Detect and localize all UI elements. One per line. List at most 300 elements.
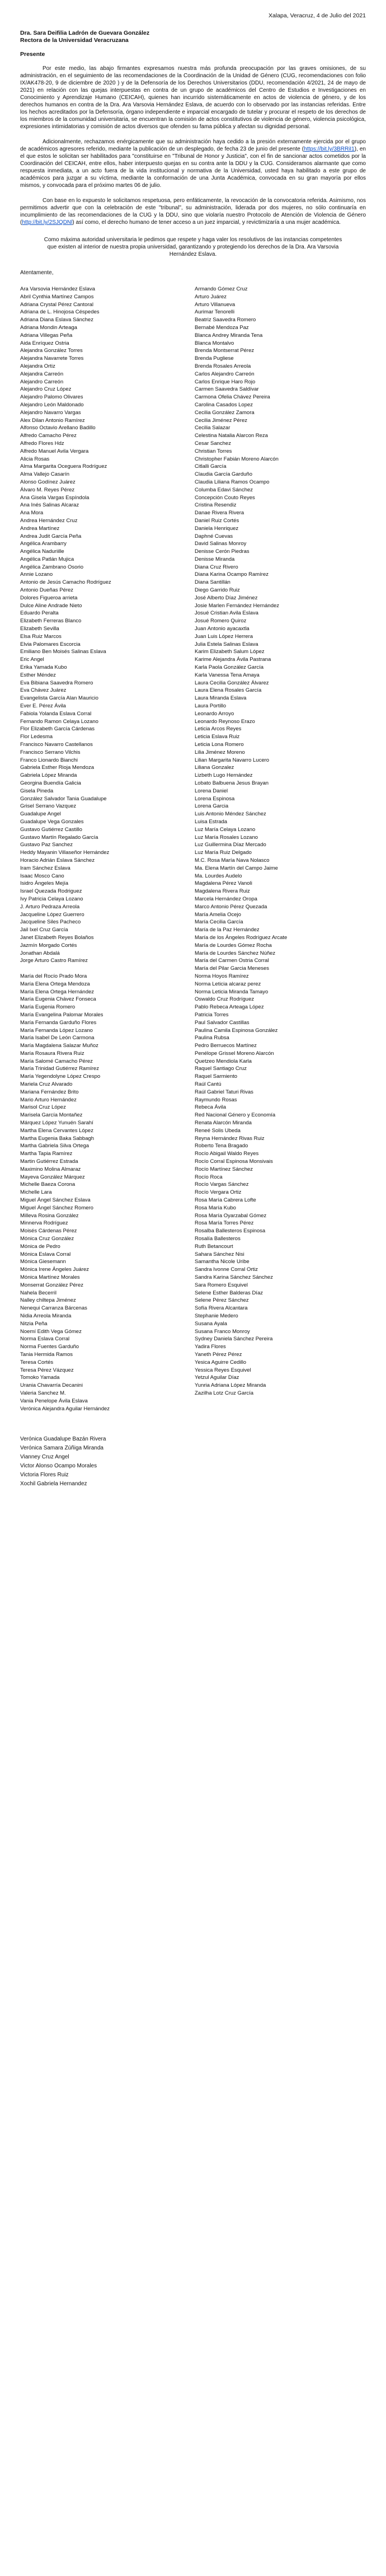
signatory-name: María Magdalena Salazar Muñoz [20, 1043, 98, 1049]
signatory-name: Cecilia Salazar [195, 425, 230, 431]
signatory-name: Laura Portillo [195, 703, 226, 710]
signatory-name: Carlos Alejandro Carreón [195, 370, 255, 377]
signatory-name: Alejandro Navarro Vargas [20, 409, 81, 416]
signatory-name: Josué Romero Quiroz [195, 618, 247, 625]
signatory-name: Leticia Lona Romero [195, 742, 244, 748]
signatory-name: Selene Pérez Sánchez [195, 1297, 249, 1304]
signatory-name: Horacio Adrián Eslava Sánchez [20, 857, 95, 864]
signatory-name: Mónica Irene Ángeles Juárez [20, 1266, 90, 1273]
signatory-name: Gustavo Martín Regalado García [20, 834, 98, 841]
signatory-name: Aurimar Tenorelli [195, 309, 235, 316]
signatory-name: Alma Vallejo Casarín [20, 471, 70, 478]
signatories-column-left [20, 285, 191, 594]
signatory-name: Magdalena Pérez Vanoli [195, 880, 252, 887]
signatory-name: Erika Yamada Kubo [20, 664, 67, 671]
signatory-name: Noemí Edith Vega Gómez [20, 1328, 82, 1335]
signatory-name: Adriana de L. Hinojosa Céspedes [20, 309, 100, 316]
signatory-name: Guadalupe Vega Gonzales [20, 818, 84, 825]
signatory-name: Cristina Resendiz [195, 502, 237, 509]
signatory-name: Gustavo Paz Sanchez [20, 842, 73, 848]
signatory-name: Alfredo Manuel Avila Vergara [20, 448, 89, 454]
signatory-name: María Cecilia García [195, 919, 243, 926]
signatory-name: Alonso Godínez Juárez [20, 478, 76, 485]
signatory-name: Diego Garrido Ruiz [195, 587, 240, 594]
signatory-name: Samantha Nicole Uribe [195, 1259, 250, 1265]
signatories-final [20, 1435, 366, 1489]
signatory-name: Elizabeth Sevilla [20, 626, 59, 632]
signatory-name: Susana Ayala [195, 1320, 227, 1327]
signatory-name: Renata Alarcón Miranda [195, 1120, 252, 1127]
signatory-name: Alejandro Cruz López [20, 386, 72, 393]
signatories-group-1 [20, 285, 366, 594]
signatory-name: Concepción Couto Reyes [195, 494, 255, 501]
signatory-name: Emiliano Ben Moisés Salinas Eslava [20, 649, 106, 655]
signatory-name: Verónica Guadalupe Bazán Rivera [20, 1436, 106, 1443]
signatory-name: Julia Estela Salinas Eslava [195, 641, 258, 647]
signatory-name: Adriana Crystal Pérez Cantoral [20, 301, 93, 308]
signatory-name: Celestina Natalia Alarcon Reza [195, 433, 268, 439]
signatory-name: Evangelista García Alan Mauricio [20, 695, 98, 702]
signatory-name: Ruth Betancourt [195, 1243, 233, 1250]
salutation: Presente [20, 51, 45, 58]
signatory-name: Laura Elena Rosales García [195, 687, 262, 694]
signatory-name: Andrea Martínez [20, 525, 60, 532]
signatory-name: Alejandro León Maldonado [20, 401, 84, 408]
signatory-name: Jorge Arturo Castro Ramírez [20, 958, 88, 964]
signatory-name: Alfredo Camacho Pérez [20, 433, 77, 439]
signatory-name: Martin Gutiérrez Estrada [20, 1158, 78, 1165]
signatory-name: Guadalupe Angel [20, 811, 61, 818]
signatory-name: Liliana Gonzalez [195, 764, 234, 771]
signatory-name: Rocío Corral Espinosa Monsivais [195, 1158, 273, 1165]
signatory-name: María Amelia Ocejo [195, 911, 241, 918]
signatory-name: Rocío Vargas Sánchez [195, 1181, 249, 1188]
signatory-name: Paulina Camila Espinosa González [195, 1027, 278, 1034]
signatory-name: Beatriz Saavedra Romero [195, 317, 256, 323]
signatory-name: María de Lourdes Gómez Rocha [195, 942, 272, 949]
signatory-name: Brenda Pugliese [195, 355, 234, 362]
signatory-name: Andrea Hernández Cruz [20, 517, 78, 524]
signatory-name: Rosa María Torres Pérez [195, 1220, 254, 1227]
signatory-name: María Eugenia Romero [20, 1004, 76, 1011]
signatory-name: Josué Cristian Avila Eslava [195, 610, 258, 617]
signatory-name: Álvaro M. Reyes Pérez [20, 486, 75, 493]
signatory-name: Alex Dilan Antonio Ramírez [20, 417, 85, 424]
signatory-name: Abril Cynthia Martínez Campos [20, 293, 94, 300]
signatory-name: Rosa María Oyarzabal Gómez [195, 1212, 267, 1219]
desplegado-link[interactable]: https://bit.ly/3BRRiI1 [304, 146, 355, 152]
signatory-name: Jacqueline Siles Pacheco [20, 919, 81, 926]
signatory-name: Alejandro Carreón [20, 378, 64, 385]
signatory-name: Michelle Baeza Corona [20, 1181, 76, 1188]
signatory-name: Denisse Miranda [195, 556, 235, 562]
signatory-name: Mónica Martínez Morales [20, 1274, 80, 1280]
signatory-name: Angélica Patlán Mujica [20, 556, 74, 562]
signatory-name: Milleva Rosina González [20, 1212, 79, 1219]
signatory-name: Lilia Jiménez Moreno [195, 749, 245, 756]
signatory-name: Arturo Villanueva [195, 301, 236, 308]
signatory-name: Alicia Rosas [20, 456, 50, 462]
signatory-name: Patricia Torres [195, 1011, 229, 1018]
signatory-name: Brenda Rosales Arreola [195, 363, 251, 369]
signatory-name: Eduardo Peralta [20, 610, 59, 617]
signatory-name: Angélica Naduriille [20, 548, 64, 555]
signatory-name: Cecilia González Zamora [195, 409, 255, 416]
signatory-name: Norma Eslava Corral [20, 1336, 70, 1343]
regards: Atentamente, [20, 270, 54, 276]
signatory-name: María Fernanda López Lozano [20, 1027, 93, 1034]
signatory-name: Andrea Judit García Peña [20, 533, 82, 539]
signatory-name: Tania Hermida Ramos [20, 1351, 73, 1358]
signatory-name: Bernabé Mendoza Paz [195, 324, 249, 331]
signatory-name: Urania Chavarría Decanini [20, 1382, 83, 1389]
signatory-name: Victoria Flores Ruiz [20, 1472, 69, 1479]
signatory-name: Mario Arturo Hernández [20, 1096, 77, 1103]
signatory-name: Rosa María Kubo [195, 1204, 236, 1211]
signatory-name: María Rosaura Rivera Ruiz [20, 1050, 84, 1057]
signatory-name: Francisco Navarro Castellanos [20, 742, 93, 748]
signatory-name: María Isabel De León Carmona [20, 1035, 95, 1041]
closing-paragraph: Como máxima autoridad universitaria le pedimos que respete y haga valer los resolutivos de las instancias competentes que existen al interior de nuestra propia universidad, garantizando y protegiendo los derechos de la Dra. Ara Varsovia Hernández Eslava. [44, 237, 342, 257]
signatory-name: Fabiola Yolanda Eslava Corral [20, 710, 92, 717]
signatory-name: Luz María Celaya Lozano [195, 826, 256, 833]
signatory-name: Daniel Ruiz Cortés [195, 517, 239, 524]
signatory-name: Pablo Rebeca Arteaga López [195, 1004, 264, 1011]
signatories-column-left [20, 973, 191, 1413]
signatory-name: Antonio Dueñas Pérez [20, 587, 74, 594]
signatory-name: Red Nacional Género y Economía [195, 1112, 276, 1119]
signatory-name: Diana Cruz Rivero [195, 564, 238, 570]
signatory-name: Martha Gabriela Silva Ortega [20, 1143, 90, 1149]
signatory-name: Karime Alejandra Ávila Pastrana [195, 656, 271, 663]
signatory-name: Rocío Abigail Waldo Reyes [195, 1151, 259, 1157]
signatory-name: Moisés Cárdenas Pérez [20, 1228, 77, 1235]
signatory-name: Elizabeth Ferreras Blanco [20, 618, 82, 625]
signatory-name: Reneé Solis Ubeda [195, 1127, 241, 1134]
signatory-name: Mónica Eslava Corral [20, 1251, 71, 1257]
signatories-column-right [191, 973, 366, 1413]
signatory-name: Janet Elizabeth Reyes Bolaños [20, 934, 94, 941]
signatory-name: M.C. Rosa María Nava Nolasco [195, 857, 270, 864]
signatory-name: González Salvador Tania Guadalupe [20, 795, 107, 802]
signatory-name: Monserrat González Pérez [20, 1282, 83, 1288]
signatory-name: Brenda Montserrat Pérez [195, 348, 255, 354]
signatory-name: Gisela Pineda [20, 787, 54, 794]
signatory-name: Alejandra González Torres [20, 348, 83, 354]
signatory-name: Lilian Margarita Navarro Lucero [195, 757, 270, 763]
signatory-name: Alejandra Ortiz [20, 363, 55, 369]
signatory-name: María Eugenia Chávez Fonseca [20, 996, 96, 1003]
signatory-name: Carlos Enrique Haro Rojo [195, 378, 256, 385]
signatory-name: Daphné Cuevas [195, 533, 233, 539]
protocolo-link[interactable]: http://bit.ly/2SJQDNl [22, 219, 73, 226]
signatory-name: Mónica Cruz González [20, 1236, 74, 1242]
signatory-name: Marisol Cruz López [20, 1104, 66, 1111]
signatory-name: Marco Antonio Pérez Quezada [195, 903, 267, 910]
signatory-name: Nenequi Carranza Bárcenas [20, 1305, 87, 1312]
signatory-name: Columba Edavi Sánchez [195, 486, 253, 493]
signatory-name: Yessica Reyes Esquivel [195, 1367, 251, 1373]
signatory-name: Yetzul Aguilar Díaz [195, 1374, 239, 1381]
signatory-name: Cesar Sanchez [195, 440, 231, 447]
signatory-name: J. Arturo Pedraza Arreola [20, 903, 80, 910]
spacer [20, 1413, 366, 1435]
signatory-name: Ana Gisela Vargas Espíndola [20, 494, 90, 501]
signatory-name: Dolores Figueroa arrieta [20, 594, 78, 601]
signatory-name: María del Rocío Prado Mora [20, 973, 87, 979]
signatory-name: María de Lourdes Sánchez Núñez [195, 950, 276, 956]
signatory-name: Marisela García Montañez [20, 1112, 83, 1119]
signatory-name: Raúl Cantú [195, 1081, 222, 1088]
signatory-name: Adriana Diana Eslava Sánchez [20, 317, 93, 323]
signatory-name: Eric Angel [20, 656, 44, 663]
signatory-name: Jail Ixel Cruz García [20, 927, 68, 933]
signatory-name: María Trinidad Gutiérrez Ramírez [20, 1066, 99, 1072]
signatory-name: Susana Franco Monroy [195, 1328, 250, 1335]
signatory-name: Angélica Zambrano Osorio [20, 564, 83, 570]
signatory-name: Leonardo Arroyo [195, 710, 234, 717]
signatory-name: Eva Chávez Juárez [20, 687, 67, 694]
signatory-name: Danae Rivera Rivera [195, 510, 244, 517]
signatory-name: Raymundo Rosas [195, 1096, 237, 1103]
signatory-name: Leticia Arcos Reyes [195, 726, 242, 733]
paragraph-3-part-a: Con base en lo expuesto le solicitamos respetuosa, pero enfáticamente, la revocación de la convocatoria referida. Asimismo, nos permitimos advertir que con la celebración de este "tribunal", su administración, liderada por dos mujeres, no sólo continuaría en incumplimiento de las recomendaciones de la CUG y la DDU, sino que violaría nuestro Protocolo de Atención de Violencia de Género ( [20, 198, 366, 226]
signatory-name: Vania Penelope Ávila Eslava [20, 1397, 88, 1404]
signatory-name: Elvia Palomares Escorcia [20, 641, 81, 647]
signatory-name: Lobato Balbuena Jesus Brayan [195, 780, 269, 786]
signatories-group-2 [20, 594, 366, 973]
letter-date: Xalapa, Veracruz, 4 de Julio del 2021 [269, 12, 366, 19]
signatory-name: Isaac Mosco Cano [20, 872, 64, 879]
signatory-name: Claudia García Garduño [195, 471, 252, 478]
signatory-name: Ma. Elena Martín del Campo Jaime [195, 865, 278, 871]
signatory-name: Raquel Sarmiento [195, 1073, 238, 1080]
signatory-name: Ara Varsovia Hernández Eslava [20, 286, 95, 292]
signatory-name: Eva Bibiana Saavedra Romero [20, 679, 93, 686]
signatory-name: Rocío Vergara Ortiz [195, 1189, 242, 1196]
recipient-name: Dra. Sara Deifilia Ladrón de Guevara González [20, 30, 150, 36]
paragraph-1: Por este medio, las abajo firmantes expresamos nuestra más profunda preocupación por las graves omisiones, de su administración, en el seguimiento de las recomendaciones de la Coordinación de la Unidad de Género (CUG, recomendaciones con folio IX/AK478-20, 9 de diciembre de 2020 ) y de la Defensoría de los Derechos Universitarios (DDU, recomendación 4/2021, 24 de mayo de 2021) en relación con las quejas interpuestas en contra de un grupo de académicos del Centro de Estudios e Investigaciones en Conocimiento y Aprendizaje Humano (CEICAH), quienes han incurrido sistemáticamente en actos de violencia de género, y de los derechos humanos en contra de la Dra. Ara Varsovia Hernández Eslava, de acuerdo con lo observado por las instancias referidas. Entre los hechos acreditados por la Defensoría, órgano independiente e imparcial encargado de tutelar y procurar el respeto de los derechos de los miembros de la comunidad universitaria, se encuentran la comisión de actos constitutivos de violencia de género, violencia psicológica, expresiones intimidatorias y comisión de actos diversos que ofenden su fama pública y afectan su dignidad personal. [20, 65, 366, 130]
signatory-name: Miguel Ángel Sánchez Eslava [20, 1197, 91, 1204]
signatory-name: Armando Gómez Cruz [195, 286, 248, 292]
signatory-name: Blanca Andrey Miranda Tena [195, 332, 263, 339]
signatory-name: Gabriela Esther Rioja Mendoza [20, 764, 95, 771]
signatory-name: Mónica de Pedro [20, 1243, 60, 1250]
signatory-name: Jacqueline López Guerrero [20, 911, 84, 918]
signatory-name: Francisco Serrano Vilchis [20, 749, 81, 756]
signatory-name: Marcela Hernández Oropa [195, 895, 257, 902]
signatory-name: Luis Antonio Méndez Sánchez [195, 811, 266, 818]
signatory-name: Magdalena Rivera Ruiz [195, 888, 250, 895]
signatory-name: Sandra Karina Sánchez Sánchez [195, 1274, 273, 1280]
signatory-name: Claudia Liliana Ramos Ocampo [195, 478, 270, 485]
signatory-name: Jazmín Morgado Cortés [20, 942, 77, 949]
signatory-name: Raúl Gabriel Taturi Rivas [195, 1088, 253, 1095]
signatory-name: Jonathan Abdalá [20, 950, 60, 956]
signatory-name: Mariana Fernández Brito [20, 1088, 79, 1095]
signatory-name: Nidia Arreola Miranda [20, 1312, 72, 1319]
signatory-name: Martha Eugenia Baka Sabbagh [20, 1135, 95, 1142]
signatory-name: Miguel Ángel Sánchez Romero [20, 1204, 93, 1211]
signatory-name: Nalley chiltepa Jiménez [20, 1297, 76, 1304]
signatory-name: Mariela Cruz Alvarado [20, 1081, 73, 1088]
signatory-name: Mayeva González Márquez [20, 1174, 85, 1180]
signatory-name: Luz María Rosales Lozano [195, 834, 258, 841]
signatory-name: Leonardo Reynoso Erazo [195, 718, 255, 725]
signatories-group-3 [20, 973, 366, 1413]
recipient-title: Rectora de la Universidad Veracruzana [20, 37, 129, 44]
signatory-name: Alejandra Carreón [20, 370, 64, 377]
signatory-name: Martha Tapia Ramírez [20, 1151, 73, 1157]
signatory-name: Raquel Santiago Cruz [195, 1066, 247, 1072]
signatory-name: Flor Ledesma [20, 734, 53, 740]
signatory-name: Roberto Tena Bragado [195, 1143, 248, 1149]
signatory-name: Blanca Montalvo [195, 340, 234, 346]
signatory-name: Alma Margarita Oceguera Rodríguez [20, 463, 107, 470]
signatory-name: Lorena Daniel [195, 787, 228, 794]
signatory-name: Karla Paola González García [195, 664, 264, 671]
signatory-name: Nahela Becerril [20, 1289, 57, 1296]
signatory-name: Zazilha Lotz Cruz García [195, 1390, 254, 1396]
signatory-name: Yesica Aguirre Cedillo [195, 1359, 247, 1366]
signatory-name: Diana Santillán [195, 579, 230, 586]
signatory-name: Norma Leticia Miranda Tamayo [195, 988, 269, 995]
signatory-name: Lorena Espinosa [195, 795, 235, 802]
signatory-name: Carmona Ofelia Chávez Pereira [195, 394, 270, 401]
signatory-name: Sara Romero Esquivel [195, 1282, 248, 1288]
signatory-name: Ma. Lourdes Audelo [195, 872, 242, 879]
signatory-name: Oswaldo Cruz Rodríguez [195, 996, 255, 1003]
paragraph-2 [20, 138, 366, 189]
signatory-name: Ivy Patricia Celaya Lozano [20, 895, 83, 902]
signatory-name: Juan Antonio ayacaxtla [195, 626, 250, 632]
signatory-name: Angélica Arambarry [20, 541, 67, 547]
paragraph-3 [20, 197, 366, 226]
signatory-name: Alfonso Octavio Arellano Badillo [20, 425, 96, 431]
signatory-name: Israel Quezada Rodriguez [20, 888, 82, 895]
signatory-name: Stephanie Medero [195, 1312, 238, 1319]
signatory-name: Leticia Eslava Ruiz [195, 734, 240, 740]
signatory-name: María del Pilar Garcia Meneses [195, 965, 270, 972]
signatory-name: Martha Elena Cervantes López [20, 1127, 93, 1134]
signatory-name: Karim Elizabeth Salum López [195, 649, 265, 655]
signatory-name: Rosalía Ballesteros [195, 1236, 241, 1242]
signatory-name: Luz Guillermina Díaz Mercado [195, 842, 266, 848]
signatory-name: Aida Enríquez Ostria [20, 340, 69, 346]
signatory-name: María Yegendolyne López Crespo [20, 1073, 101, 1080]
signatory-name: Márquez López Yunuén Sarahí [20, 1120, 93, 1127]
signatory-name: Diana Karina Ocampo Ramírez [195, 571, 269, 578]
signatory-name: Adriana Mondin Arteaga [20, 324, 77, 331]
signatory-name: Juan Luis López Herrera [195, 633, 253, 640]
signatory-name: María Elena Ortega Hernández [20, 988, 95, 995]
signatory-name: Rocío Roca [195, 1174, 223, 1180]
signatory-name: Christopher Fabián Moreno Alarcón [195, 456, 279, 462]
signatory-name: Yadira Flores [195, 1344, 226, 1350]
signatory-name: Mónica Giesemann [20, 1259, 66, 1265]
paragraph-2-part-b: ), en el que estos le solicitan ser habilitados para "constituirse en "Tribunal de Honor y Justicia", con el fin de sancionar actos cometidos por la Coordinación del CEICAH, entre ellos, haber interpuesto quejas en su contra ante la DDU y la CUG. Consideramos alarmante que como respuesta inmediata, a un acto fuera de la vida institucional y normativa de la Universidad, usted haya habilitado a este grupo de académicos para juzgar a su víctima, mediante la conformación de una Junta Académica, convocada en su gran mayoría por ellos mismos, y convocada para el próximo martes 06 de julio. [20, 146, 366, 189]
signatory-name: Antonio de Jesús Camacho Rodríguez [20, 579, 111, 586]
signatory-name: Annie Lozano [20, 571, 53, 578]
signatory-name: Alfredo Flores Hdz [20, 440, 64, 447]
signatory-name: Alejandro Palomo Olivares [20, 394, 83, 401]
signatory-name: Denisse Cerón Piedras [195, 548, 250, 555]
signatory-name: Lorena Garcia [195, 803, 229, 810]
signatory-name: Verónica Samara Zúñiga Miranda [20, 1445, 103, 1452]
signatory-name: Ana Inés Salinas Alcaraz [20, 502, 79, 509]
signatory-name: María de la Paz Hernández [195, 927, 260, 933]
signatory-name: Valeria Sanchez M. [20, 1390, 66, 1396]
signatory-name: Carolina Casados Lopez [195, 401, 253, 408]
signatory-name: Lizbeth Lugo Hernández [195, 772, 253, 779]
signatory-name: Rosalba Ballesteros Espinosa [195, 1228, 266, 1235]
signatory-name: Georgina Buendía Galicia [20, 780, 81, 786]
signatory-name: Yaneth Pérez Pérez [195, 1351, 242, 1358]
signatory-name: Verónica Alejandra Aguilar Hernández [20, 1405, 110, 1412]
signatory-name: Sofía Rivera Alcantara [195, 1305, 248, 1312]
signatories-column-left [20, 594, 191, 973]
signatories-column-right [191, 285, 366, 594]
signatory-name: Luisa Estrada [195, 818, 228, 825]
signatory-name: María Elena Ortega Mendoza [20, 980, 90, 987]
signatory-name: Josie Marlen Fernández Hernández [195, 602, 280, 609]
signatory-name: Alejandra Navarrete Torres [20, 355, 84, 362]
signatory-name: Daniela Henriquez [195, 525, 239, 532]
signatory-name: Teresa Pérez Vázquez [20, 1367, 74, 1373]
signatory-name: Rocío Martínez Sánchez [195, 1166, 253, 1172]
signatory-name: Michelle Lara [20, 1189, 52, 1196]
signatory-name: Arturo Juárez [195, 293, 227, 300]
signatory-name: Quetzeo Mendiola Karla [195, 1058, 252, 1064]
signatory-name: Citlalli García [195, 463, 227, 470]
signatory-name: Paulina Rubsa [195, 1035, 229, 1041]
signatory-name: Dulce Aline Andrade Nieto [20, 602, 82, 609]
signatory-name: Vianney Cruz Angel [20, 1454, 69, 1461]
signatory-name: Rebeca Ávila [195, 1104, 226, 1111]
signatory-name: Yunria Adriana López Miranda [195, 1382, 266, 1389]
signatory-name: Pedro Berruecos Martínez [195, 1043, 257, 1049]
signatory-name: Adriana Villegas Peña [20, 332, 73, 339]
signatory-name: Victor Alonso Ocampo Morales [20, 1463, 97, 1470]
signatory-name: Carmen Saavedra Saldívar [195, 386, 259, 393]
signatory-name: Fernando Ramon Celaya Lozano [20, 718, 98, 725]
signatory-name: María del Carmen Ostria Corral [195, 958, 269, 964]
signatory-name: Sandra Ivonne Corral Ortiz [195, 1266, 258, 1273]
signatory-name: Xochil Gabriela Hernandez [20, 1481, 87, 1488]
signatories-column-right [191, 594, 366, 973]
signatory-name: Penélope Grissel Moreno Alarcón [195, 1050, 274, 1057]
signatory-name: María Evangelina Palomar Morales [20, 1011, 103, 1018]
signatory-name: María de los Ángeles Rodríguez Arcate [195, 934, 288, 941]
signatory-name: Karla Vanessa Tena Amaya [195, 672, 260, 678]
signatory-name: María Fernanda Garduño Flores [20, 1019, 97, 1026]
signatory-name: Laura Cecilia González Álvarez [195, 679, 269, 686]
signatory-name: Nitzia Peña [20, 1320, 48, 1327]
signatory-name: Grisel Serrano Vazquez [20, 803, 77, 810]
signatory-name: Ana Mora [20, 510, 44, 517]
signatory-name: Iram Sánchez Eslava [20, 865, 70, 871]
signatory-name: Gabriela López Miranda [20, 772, 77, 779]
signatory-name: Cecilia Jiménez Pérez [195, 417, 247, 424]
signatory-name: José Alberto Díaz Jiménez [195, 594, 258, 601]
signatory-name: Selene Esther Balderas Díaz [195, 1289, 263, 1296]
signatory-name: Rosa María Cabrera Lofte [195, 1197, 256, 1204]
signatory-name: Norma Hoyos Ramírez [195, 973, 249, 979]
signatory-name: Esther Méndez [20, 672, 56, 678]
signatory-name: Sydney Daniela Sánchez Pereira [195, 1336, 273, 1343]
signatory-name: Teresa Cortés [20, 1359, 54, 1366]
paragraph-3-part-b: ) así como, el derecho humano de tener acceso a un juez imparcial, y revictimizaría a una mujer académica. [72, 219, 341, 226]
